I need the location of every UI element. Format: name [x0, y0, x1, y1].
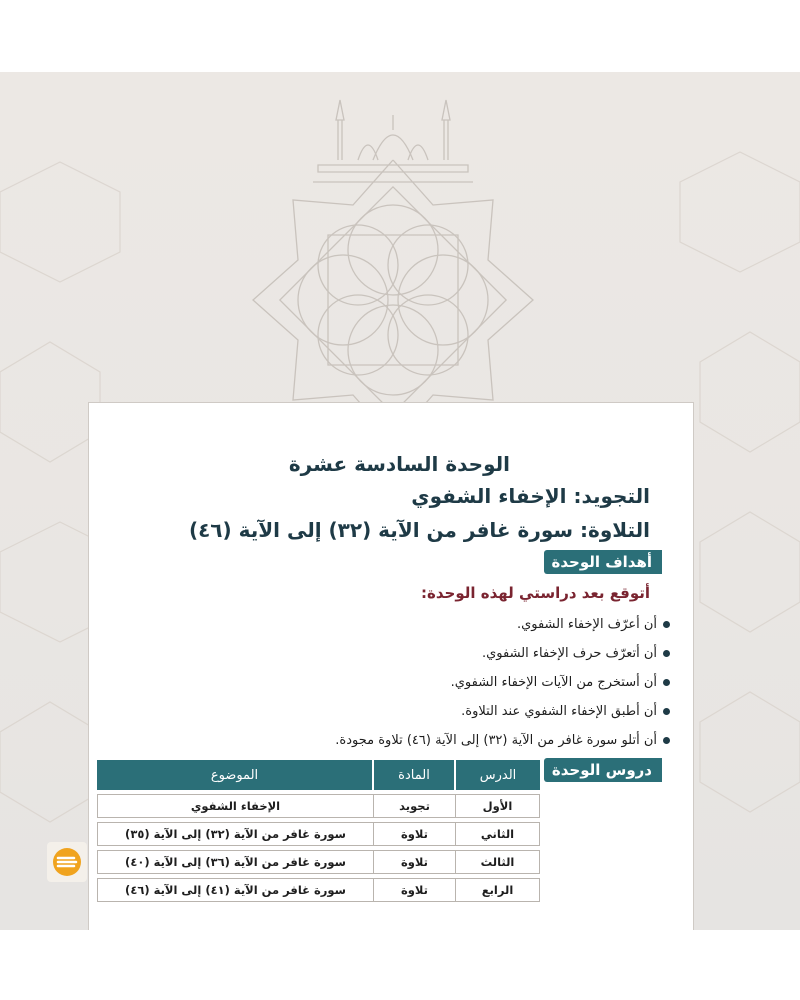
- cell-lesson: الأول: [456, 794, 540, 818]
- header-lesson: الدرس: [456, 760, 540, 790]
- table-row: [97, 850, 540, 874]
- bullet-dot-icon: [663, 621, 670, 628]
- cell-lesson: الثالث: [456, 850, 540, 874]
- bullet-dot-icon: [663, 737, 670, 744]
- cell-topic: سورة غافر من الآية (٣٢) إلى الآية (٣٥): [97, 822, 374, 846]
- header-topic: الموضوع: [97, 760, 374, 790]
- table-row: [97, 878, 540, 902]
- list-item: [190, 672, 670, 701]
- goals-intro: أتوقع بعد دراستي لهذه الوحدة:: [421, 584, 650, 602]
- cell-lesson: الرابع: [456, 878, 540, 902]
- bullet-dot-icon: [663, 708, 670, 715]
- cell-subject: تلاوة: [374, 822, 456, 846]
- list-item: [190, 614, 670, 643]
- publisher-logo-icon: [47, 842, 87, 882]
- list-item: [190, 730, 670, 759]
- lessons-section-tab: دروس الوحدة: [544, 758, 662, 782]
- cell-subject: تجويد: [374, 794, 456, 818]
- mosque-star-ornament-icon: [218, 90, 568, 420]
- bullet-dot-icon: [663, 650, 670, 657]
- cell-subject: تلاوة: [374, 878, 456, 902]
- cell-subject: تلاوة: [374, 850, 456, 874]
- cell-lesson: الثاني: [456, 822, 540, 846]
- cell-topic: سورة غافر من الآية (٣٦) إلى الآية (٤٠): [97, 850, 374, 874]
- goals-section-tab: أهداف الوحدة: [544, 550, 662, 574]
- table-header-row: [97, 760, 540, 790]
- bullet-dot-icon: [663, 679, 670, 686]
- cell-topic: الإخفاء الشفوي: [97, 794, 374, 818]
- table-row: [97, 794, 540, 818]
- table-row: [97, 822, 540, 846]
- header-subject: المادة: [374, 760, 456, 790]
- goal-text: أن أطبق الإخفاء الشفوي عند التلاوة.: [461, 704, 657, 719]
- lessons-table: [97, 756, 540, 906]
- goal-text: أن أتلو سورة غافر من الآية (٣٢) إلى الآية (٤٦) تلاوة مجودة.: [335, 733, 657, 748]
- unit-title: الوحدة السادسة عشرة: [288, 452, 510, 476]
- tilawa-topic: التلاوة: سورة غافر من الآية (٣٢) إلى الآية (٤٦): [188, 518, 650, 542]
- goal-text: أن أعرّف الإخفاء الشفوي.: [516, 617, 657, 632]
- list-item: [190, 643, 670, 672]
- goal-text: أن أتعرّف حرف الإخفاء الشفوي.: [481, 646, 657, 661]
- goals-list: [190, 614, 670, 759]
- list-item: [190, 701, 670, 730]
- cell-topic: سورة غافر من الآية (٤١) إلى الآية (٤٦): [97, 878, 374, 902]
- tajweed-topic: التجويد: الإخفاء الشفوي: [411, 484, 650, 508]
- goal-text: أن أستخرج من الآيات الإخفاء الشفوي.: [450, 675, 657, 690]
